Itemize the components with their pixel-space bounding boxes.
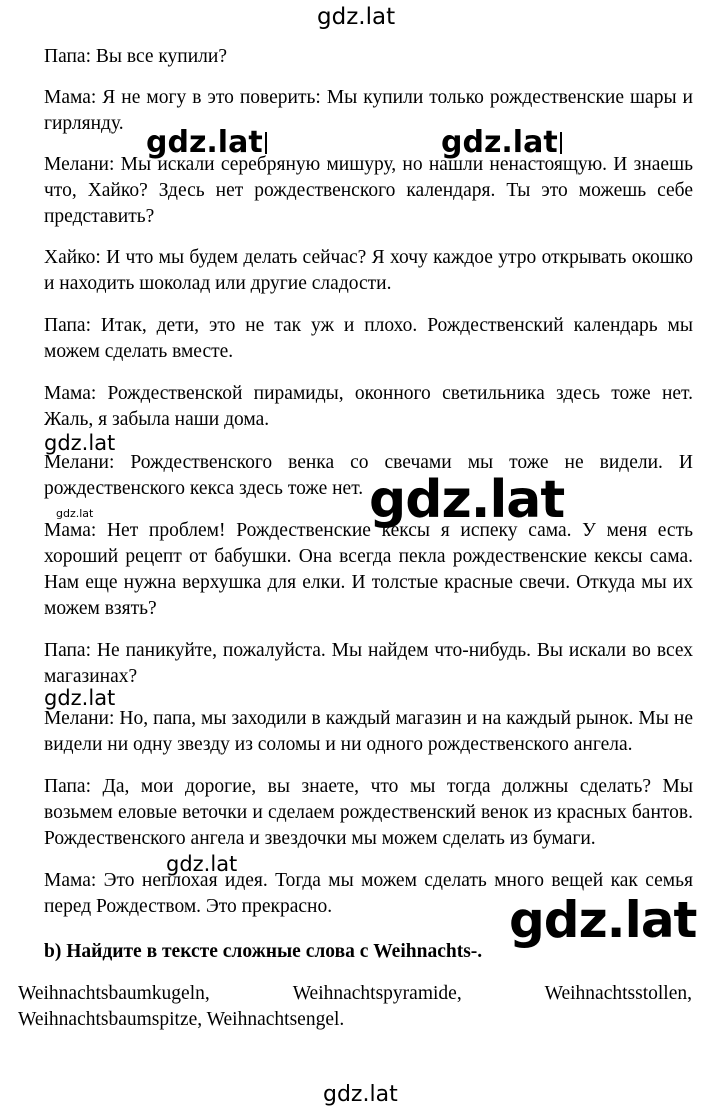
watermark: gdz.lat [146, 128, 267, 158]
dialogue-paragraph: Мама: Это неплохая идея. Тогда мы можем сделать много вещей как семья перед Рождеством. Это прекрасно. [44, 870, 693, 917]
watermark: gdz.lat [44, 686, 116, 710]
dialogue-paragraph: Папа: Да, мои дорогие, вы знаете, что мы тогда должны сделать? Мы возьмем еловые веточки и сделаем рождественский венок из красных бантов. Рождественского ангела и звездочки мы можем сделать из бумаги. [44, 776, 693, 849]
dialogue-paragraph: Папа: Итак, дети, это не так уж и плохо. Рождественский календарь мы можем сделать вместе. [44, 315, 693, 362]
watermark: gdz.lat [441, 128, 562, 158]
dialogue-paragraph: Папа: Вы все купили? [44, 46, 228, 67]
watermark: gdz.lat [369, 470, 565, 530]
watermark: gdz.lat [509, 891, 697, 949]
answer-line [18, 981, 692, 1007]
answer-word: Weihnachtsbaumkugeln, [18, 983, 210, 1004]
task-heading: b) Найдите в тексте сложные слова с Weihnachts-. [44, 941, 483, 962]
watermark: gdz.lat [44, 431, 116, 455]
watermark-cursor-mark [560, 132, 562, 154]
answer-word: Weihnachtsstollen, [544, 983, 692, 1004]
answer-word: Weihnachtspyramide, [292, 983, 462, 1004]
dialogue-paragraph: Мелани: Но, папа, мы заходили в каждый магазин и на каждый рынок. Мы не видели ни одну звезду из соломы и ни одного рождественского ангела. [44, 708, 693, 755]
dialogue-paragraph: Мама: Я не могу в это поверить: Мы купили только рождественские шары и гирлянду. [44, 87, 693, 134]
dialogue-paragraph: Папа: Не паникуйте, пожалуйста. Мы найдем что-нибудь. Вы искали во всех магазинах? [44, 640, 693, 687]
dialogue-paragraph: Мама: Нет проблем! Рождественские кексы я испеку сама. У меня есть хороший рецепт от бабушки. Она всегда пекла рождественские кексы сама. Нам еще нужна верхушка для елки. И толстые красные свечи. Откуда мы их можем взять? [44, 520, 693, 619]
watermark: gdz.lat [323, 1082, 398, 1107]
dialogue-paragraph: Мелани: Рождественского венка со свечами мы тоже не видели. И рождественского кекса здесь тоже нет. [44, 452, 693, 499]
watermark: gdz.lat [317, 4, 396, 30]
dialogue-paragraph: Мелани: Мы искали серебряную мишуру, но нашли ненастоящую. И знаешь что, Хайко? Здесь нет рождественского календаря. Ты это можешь себе представить? [44, 154, 693, 227]
dialogue-paragraph: Хайко: И что мы будем делать сейчас? Я хочу каждое утро открывать окошко и находить шоколад или другие сладости. [44, 247, 693, 294]
answer-block [18, 981, 692, 1033]
dialogue-paragraph: Мама: Рождественской пирамиды, оконного светильника здесь тоже нет. Жаль, я забыла наши дома. [44, 383, 693, 430]
answer-line: Weihnachtsbaumspitze, Weihnachtsengel. [18, 1009, 345, 1030]
watermark-cursor-mark [265, 132, 267, 154]
watermark: gdz.lat [166, 852, 238, 876]
watermark: gdz.lat [56, 507, 94, 520]
